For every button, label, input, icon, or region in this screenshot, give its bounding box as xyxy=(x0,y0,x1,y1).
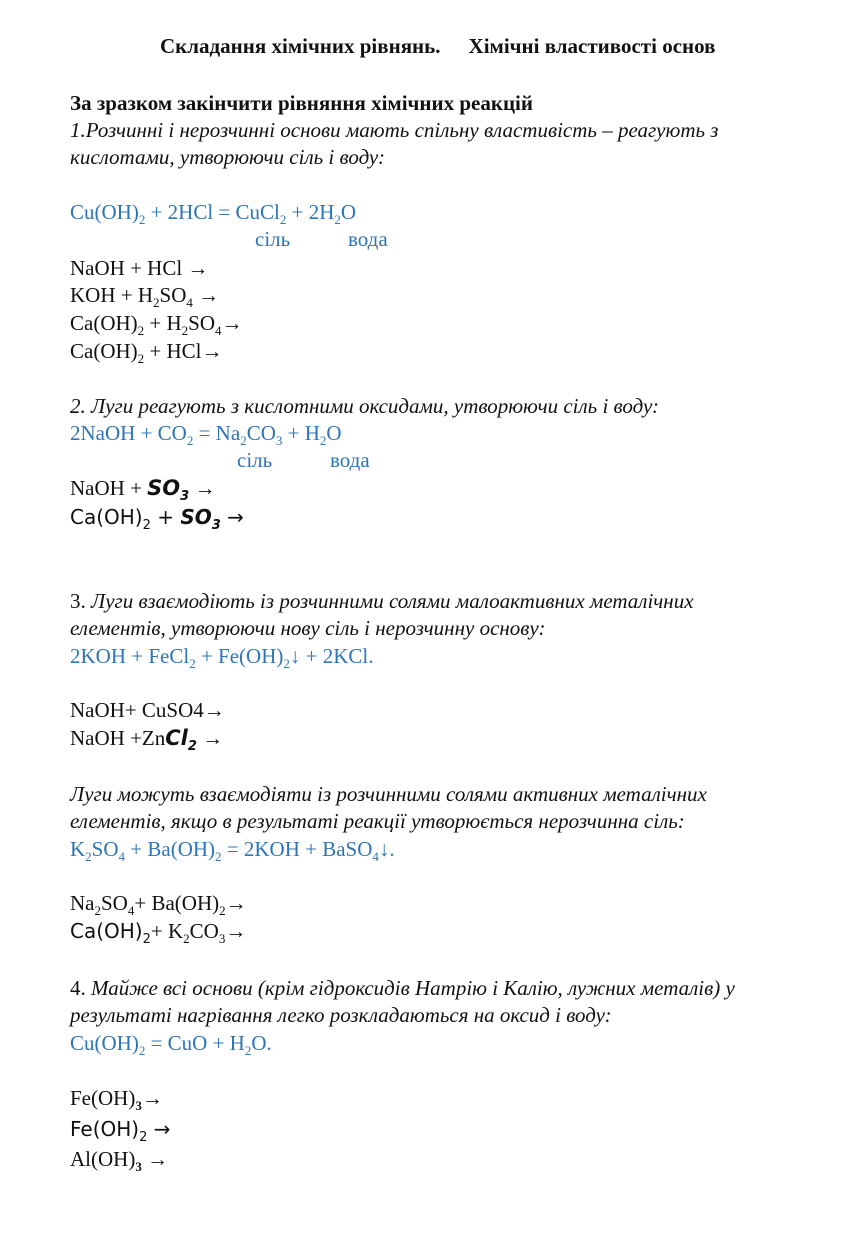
s3-text-line2: елементів, утворюючи нову сіль і нерозчинну основу: xyxy=(70,616,546,640)
s4-text-line2: результаті нагрівання легко розкладаються на оксид і воду: xyxy=(70,1003,612,1027)
s1-text-line1: 1.Розчинні і нерозчинні основи мають спільну властивість – реагують з xyxy=(70,118,719,142)
s2-label-salt: сіль xyxy=(237,448,273,472)
s4-exercise-2: $Fe(OH)_2$ → xyxy=(70,1117,171,1145)
s3-note-exercise-2: $Ca(OH)_2+ K_2CO_3\to$ xyxy=(70,919,247,947)
instruction-heading: За зразком закінчити рівняння хімічних реакцій xyxy=(70,91,533,115)
s3-exercise-2: NaOH +ZnCl$_2$ → xyxy=(70,726,224,755)
s1-exercise-3: $Ca(OH)_2 + H_2SO_4\to$ xyxy=(70,311,243,339)
s1-exercise-1: NaOH + HCl → xyxy=(70,256,209,280)
s1-exercise-2: KOH + $H_2SO_4$ → xyxy=(70,283,220,311)
s2-text: 2. Луги реагують з кислотними оксидами, утворюючи сіль і воду: xyxy=(70,394,660,418)
s3-example-equation: 2KOH + FeCl$_2$ + $Fe(OH)_2↓ + 2KCl$. xyxy=(70,644,374,672)
s3-note-exercise-1: $Na_2SO_4+ Ba(OH)_2\to$ xyxy=(70,891,247,919)
s3-note-line2: елементів, якщо в результаті реакції утворюється нерозчинна сіль: xyxy=(70,809,685,833)
s3-text-line1: 3. Луги взаємодіють із розчинними солями малоактивних металічних xyxy=(70,589,694,613)
s2-label-water: вода xyxy=(330,448,370,472)
s1-example-equation: $Cu(OH)_2 + 2HCl$ = CuCl$_2$ + $2H_2O$ xyxy=(70,200,357,228)
s4-example-equation: $Cu(OH)_2$ = CuO + $H_2O$. xyxy=(70,1031,272,1059)
s1-exercise-4: $Ca(OH)_2 + HCl\to$ xyxy=(70,339,223,367)
s1-text-line2: кислотами, утворюючи сіль і воду: xyxy=(70,145,385,169)
s3-exercise-1: NaOH+ CuSO4→ xyxy=(70,698,225,722)
s4-exercise-3: $Al(OH)_3$ → xyxy=(70,1147,169,1175)
s1-label-salt: сіль xyxy=(255,227,291,251)
s4-text-line1: 4. Майже всі основи (крім гідроксидів Натрію і Калію, лужних металів) у xyxy=(70,976,735,1000)
s1-label-water: вода xyxy=(348,227,388,251)
s3-note-example-equation: $K_2SO_4 + Ba(OH)_2 = 2KOH$ + BaSO$_4$↓. xyxy=(70,837,395,865)
s2-example-equation: 2NaOH + $CO_2 = Na_2CO_3 + H_2O$ xyxy=(70,421,342,449)
s2-exercise-2: $Ca(OH)_2 + SO_3$ → xyxy=(70,505,244,533)
page-title: Складання хімічних рівнянь. Хімічні властивості основ xyxy=(160,34,716,58)
s4-exercise-1: $Fe(OH)_3\to$ xyxy=(70,1086,163,1114)
s3-note-line1: Луги можуть взаємодіяти із розчинними солями активних металічних xyxy=(70,782,707,806)
s2-exercise-1: NaOH + $SO_3$ → xyxy=(70,476,216,505)
